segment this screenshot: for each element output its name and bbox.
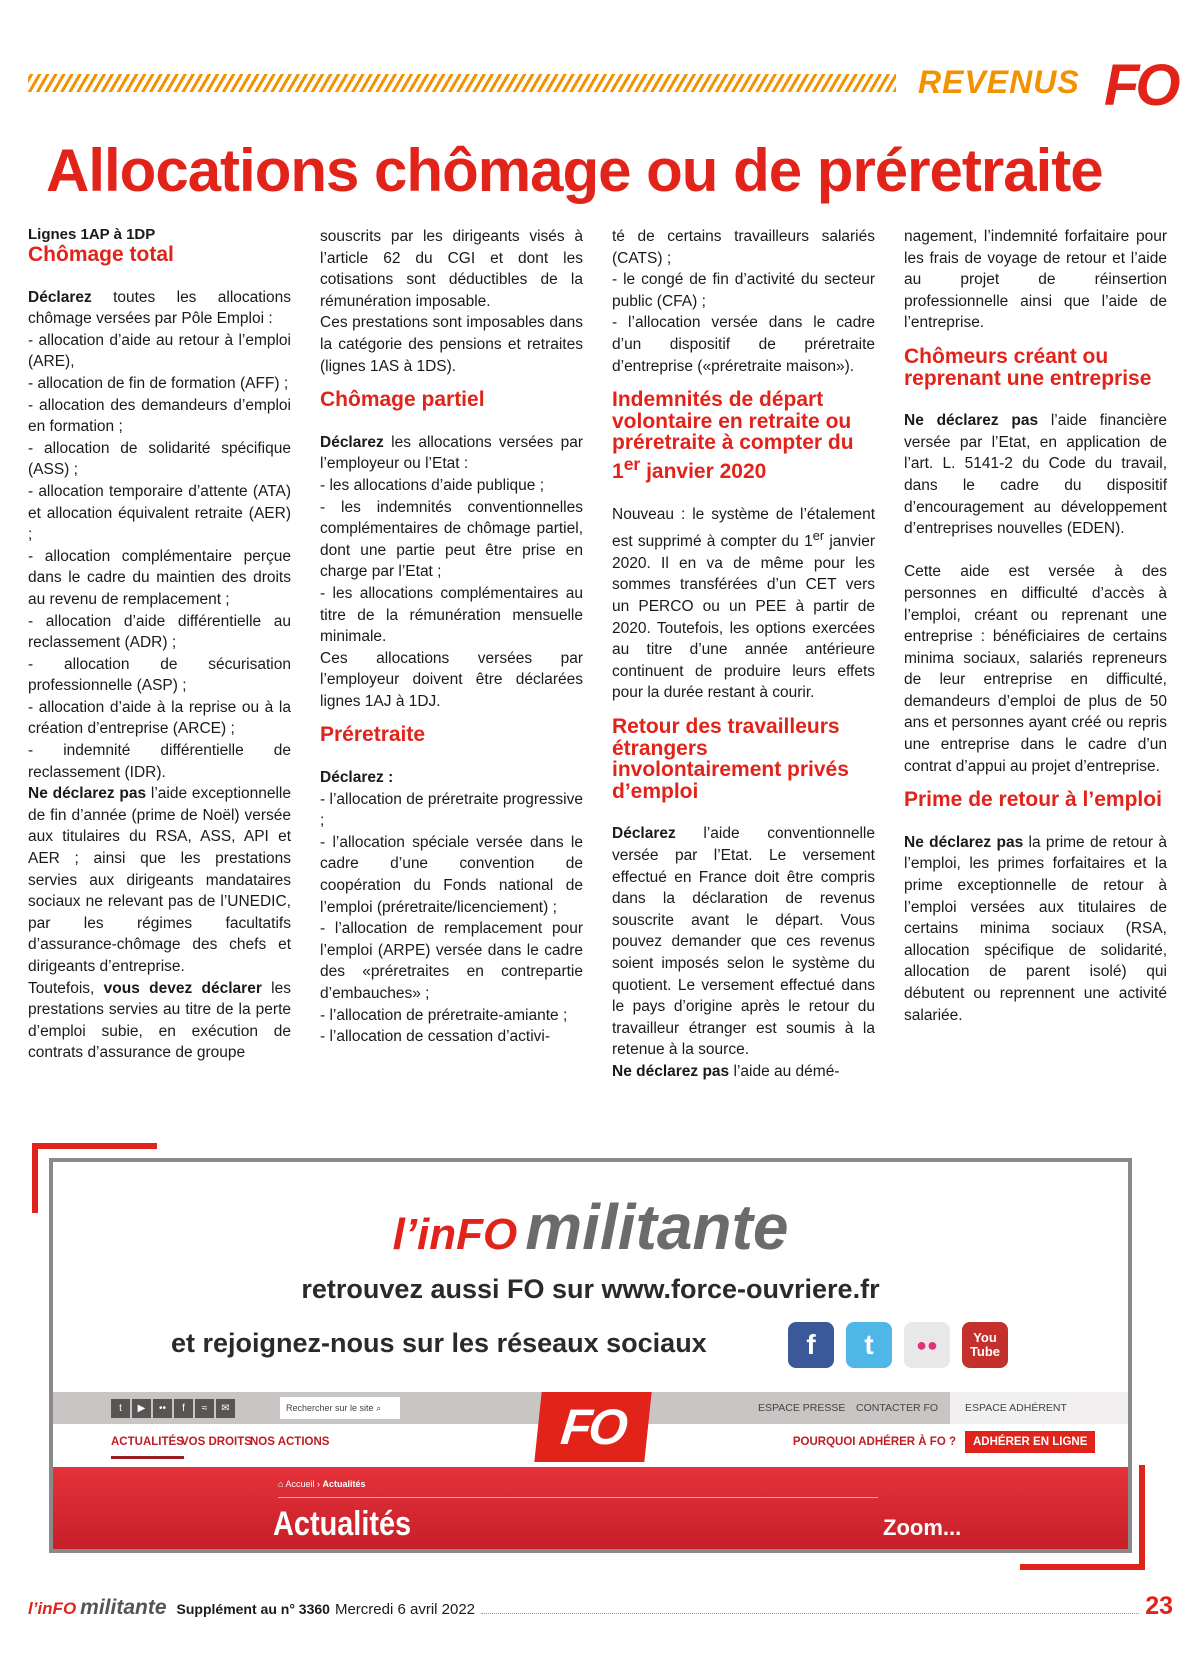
emphasis-text: Déclarez [320, 433, 384, 451]
emphasis-text: Ne déclarez pas [904, 412, 1039, 430]
text-run: l’aide conventionnelle versée par l’Etat. Le versement effectué en France doit être compris dans la déclaration de revenus souscrite avant le départ. Vous pouvez demander que ces revenus soient imposés selon le système du quotient. Le versement effectué dans le pays d’origine après le retour du travailleur étranger est soumis à la retenue à la source. [612, 825, 875, 1059]
text-run: er [623, 453, 641, 474]
text-run: - les allocations d’aide publique ; [320, 476, 545, 494]
facebook-icon[interactable]: f [788, 1322, 834, 1368]
text-run: - allocation temporaire d’attente (ATA) et allocation équivalent retraite (AER) ; [28, 482, 291, 544]
paragraph [28, 438, 291, 481]
paragraph [28, 546, 291, 611]
paragraph [28, 481, 291, 546]
info-militante-logo [53, 1190, 1128, 1264]
text-run: les allocations versées par l’employeur ou l’Etat : [320, 433, 583, 473]
paragraph [320, 497, 583, 583]
website-screenshot [53, 1392, 1128, 1549]
search-icon: ⌕ [376, 1403, 382, 1413]
emphasis-text: vous devez déclarer [103, 979, 262, 997]
footer-supplement: Supplément au n° 3360 [176, 1601, 330, 1617]
paragraph [612, 504, 875, 705]
rss-icon[interactable]: ≈ [195, 1399, 214, 1418]
logo-name: militante [525, 1191, 789, 1263]
paragraph [28, 978, 291, 1064]
text-run: - allocation de sécurisation professionnelle (ASP) ; [28, 655, 291, 695]
section-label: REVENUS [918, 64, 1080, 100]
text-run: - l’allocation de cessation d’activi- [320, 1028, 551, 1046]
text-run: Ces allocations versées par l’employeur doivent être déclarées lignes 1AJ à 1DJ. [320, 649, 583, 710]
section-heading: Retour des travailleurs étrangers involontairement privés d’emploi [612, 715, 849, 803]
banner-title: Actualités [273, 1505, 412, 1543]
nav-nos-actions[interactable]: NOS ACTIONS [250, 1436, 330, 1448]
paragraph [320, 1005, 583, 1027]
paragraph [320, 789, 583, 832]
site-banner [53, 1467, 1128, 1549]
footer-logo-prefix: l’inFO [28, 1599, 77, 1618]
link-espace-adherent[interactable]: ESPACE ADHÉRENT [965, 1402, 1067, 1414]
emphasis-text: Ne déclarez pas [904, 833, 1024, 851]
paragraph [904, 561, 1167, 777]
twitter-icon[interactable]: t [846, 1322, 892, 1368]
section-heading: Chômage partiel [320, 388, 485, 412]
text-run: Toutefois, [28, 979, 104, 997]
paragraph [320, 312, 583, 377]
breadcrumb-current: Actualités [322, 1479, 366, 1489]
paragraph [320, 648, 583, 713]
paragraph [28, 330, 291, 373]
paragraph [28, 697, 291, 740]
paragraph [28, 373, 291, 395]
paragraph [320, 1026, 583, 1048]
text-run: - les indemnités conventionnelles complémentaires de chômage partiel, dont une partie peut être prise en charge par l’Etat ; [320, 498, 583, 581]
text-run: - allocation d’aide à la reprise ou à la création d’entreprise (ARCE) ; [28, 698, 291, 738]
nav-actualites[interactable]: ACTUALITÉS [111, 1436, 184, 1459]
text-run: Indemnités de départ volontaire en retraite ou préretraite à compter du 1 [612, 388, 854, 483]
text-run: Nouveau : le système de l’étalement est supprimé à compter du 1 [612, 505, 875, 551]
paragraph [320, 226, 583, 312]
article-column-4 [904, 226, 1167, 1026]
section-heading: Préretraite [320, 723, 426, 747]
text-run: - allocation complémentaire perçue dans le cadre du maintien des droits au revenu de remplacement ; [28, 547, 291, 608]
paragraph [28, 783, 291, 977]
paragraph [904, 832, 1167, 1026]
emphasis-text: Ne déclarez pas [612, 1062, 730, 1080]
paragraph [320, 583, 583, 648]
section-heading: Prime de retour à l’emploi [904, 788, 1162, 812]
breadcrumb-home[interactable]: Accueil [285, 1479, 315, 1489]
footer-rule [481, 1613, 1139, 1614]
article-column-2 [320, 226, 583, 1048]
social-line: et rejoignez-nous sur les réseaux sociaux [171, 1328, 707, 1358]
text-run: - l’allocation versée dans le cadre d’un dispositif de préretraite d’entreprise («préretraite maison»). [612, 314, 875, 375]
article-column-1 [28, 226, 291, 1064]
home-icon: ⌂ [278, 1479, 286, 1489]
paragraph [612, 312, 875, 377]
text-run: l’aide exceptionnelle de fin d’année (prime de Noël) versée aux titulaires du RSA, ASS, API et AER ; ainsi que les prestations servies aux dirigeants mandataires sociaux ne relevant pas de l’UNEDIC, par les régimes facultatifs d’assurance-chômage des chefs et dirigeants d’entreprise. [28, 785, 291, 975]
text-run: er [812, 528, 825, 544]
text-run: l’aide au démé- [729, 1062, 840, 1080]
text-run: - le congé de fin d’activité du secteur public (CFA) ; [612, 271, 875, 310]
join-online-button[interactable]: ADHÉRER EN LIGNE [965, 1431, 1095, 1453]
text-run: Cette aide est versée à des personnes en difficulté d’accès à l’emploi, créant ou reprenant une entreprise : bénéficiaires de certains minima sociaux, salariés repreneurs de leur entreprise en difficulté, demandeurs d’emploi de plus de 50 ans et personnes ayant créé ou repris une entreprise dans le cadre d’un contrat d’appui au projet d’entreprise. [904, 563, 1167, 775]
youtube-icon[interactable]: You Tube [962, 1322, 1008, 1368]
paragraph [28, 611, 291, 654]
facebook-icon[interactable]: f [174, 1399, 193, 1418]
link-contacter-fo[interactable]: CONTACTER FO [856, 1402, 939, 1414]
breadcrumb: ⌂ Accueil › Actualités [278, 1479, 366, 1489]
logo-prefix: l’inFO [392, 1210, 518, 1259]
paragraph [612, 269, 875, 312]
page-number: 23 [1145, 1592, 1173, 1620]
paragraph [28, 654, 291, 697]
text-run: l’aide financière versée par l’Etat, en application de l’art. L. 5141-2 du Code du travail, dans le cadre du dispositif d’encouragement au développement d’entreprises nouvelles (EDEN). [904, 412, 1167, 538]
zoom-link[interactable]: Zoom... [883, 1515, 962, 1540]
page-title: Allocations chômage ou de préretraite [46, 137, 1103, 204]
paragraph [28, 395, 291, 438]
flickr-icon[interactable]: •• [153, 1399, 172, 1418]
section-heading: Chômeurs créant ou reprenant une entreprise [904, 344, 1152, 390]
text-run: - allocation des demandeurs d’emploi en formation ; [28, 396, 291, 436]
site-fo-logo[interactable]: FO [534, 1392, 651, 1462]
section-heading: Chômage total [28, 243, 174, 266]
emphasis-text: Déclarez [612, 825, 676, 843]
text-run: nagement, l’indemnité forfaitaire pour les frais de voyage de retour et l’aide au projet de réinsertion professionnelle ainsi que l’aide de l’entreprise. [904, 228, 1167, 332]
text-run: - allocation de fin de formation (AFF) ; [28, 374, 289, 392]
emphasis-text: Déclarez [28, 288, 92, 306]
footer-date: Mercredi 6 avril 2022 [334, 1601, 476, 1618]
text-run: - l’allocation spéciale versée dans le cadre d’une convention de coopération du Fonds national de l’emploi (préretraite/licenciement) ; [320, 833, 583, 916]
nav-vos-droits[interactable]: VOS DROITS [181, 1436, 252, 1448]
text-run: - allocation de solidarité spécifique (ASS) ; [28, 439, 291, 479]
text-run: Ces prestations sont imposables dans la catégorie des pensions et retraites (lignes 1AS à 1DS). [320, 314, 583, 375]
twitter-icon[interactable]: t [111, 1399, 130, 1418]
text-run: souscrits par les dirigeants visés à l’article 62 du CGI et dont les cotisations sont déductibles de la rémunération imposable. [320, 228, 583, 310]
flickr-icon[interactable]: ●● [904, 1322, 950, 1368]
text-run: té de certains travailleurs salariés (CATS) ; [612, 228, 875, 267]
website-line: retrouvez aussi FO sur www.force-ouvriere.fr [301, 1274, 880, 1304]
section-heading [612, 389, 875, 482]
text-run: - allocation d’aide au retour à l’emploi (ARE), [28, 331, 291, 371]
text-run: toutes les allocations chômage versées par Pôle Emploi : [28, 288, 291, 328]
paragraph [612, 226, 875, 269]
text-run: janvier 2020. Il en va de même pour les sommes transférées d’un CET vers un PERCO ou un PEE à partir de 2020. Toutefois, les options exercées au titre d’une année antérieure continuent de produire leurs effets pour la durée restant à courir. [612, 533, 875, 702]
mail-icon[interactable]: ✉ [216, 1399, 235, 1418]
text-run: janvier 2020 [640, 459, 767, 483]
text-run: - indemnité différentielle de reclassement (IDR). [28, 742, 291, 781]
paragraph [320, 918, 583, 1004]
paragraph [612, 823, 875, 1061]
emphasis-text: Déclarez : [320, 769, 394, 787]
site-search-input[interactable] [280, 1397, 400, 1419]
text-run: la prime de retour à l’emploi, les primes forfaitaires et la prime exceptionnelle de retour à l’emploi versées aux titulaires de certains minima sociaux (RSA, allocation spécifique de solidarité, allocation de parent isolé) qui débutent ou reprennent une activité salariée. [904, 833, 1167, 1024]
promo-box [49, 1158, 1132, 1553]
footer-logo-name: militante [80, 1596, 167, 1619]
paragraph [904, 226, 1167, 334]
search-placeholder: Rechercher sur le site [286, 1403, 374, 1413]
divider [278, 1497, 878, 1498]
link-espace-presse[interactable]: ESPACE PRESSE [758, 1402, 846, 1414]
paragraph [320, 832, 583, 918]
text-run: - l’allocation de remplacement pour l’emploi (ARPE) versée dans le cadre des «préretraites en contrepartie d’embauches» ; [320, 920, 583, 1002]
paragraph [28, 287, 291, 330]
text-run: - l’allocation de préretraite-amiante ; [320, 1006, 568, 1024]
text-run: - les allocations complémentaires au titre de la rémunération mensuelle minimale. [320, 584, 583, 646]
text-run: - allocation d’aide différentielle au reclassement (ADR) ; [28, 612, 291, 652]
emphasis-text: Ne déclarez pas [28, 785, 147, 803]
line-reference: Lignes 1AP à 1DP [28, 226, 156, 243]
paragraph [612, 1061, 875, 1083]
why-join-link[interactable]: POURQUOI ADHÉRER À FO ? [792, 1436, 956, 1448]
header-stripe [28, 74, 896, 92]
page-footer [28, 1592, 1173, 1622]
paragraph [904, 410, 1167, 540]
paragraph [320, 432, 583, 475]
paragraph [28, 740, 291, 783]
youtube-icon[interactable]: ▶ [132, 1399, 151, 1418]
paragraph [320, 767, 583, 789]
text-run: - l’allocation de préretraite progressive ; [320, 790, 583, 830]
fo-logo: FO [1104, 53, 1177, 118]
text-run: les prestations servies au titre de la perte d’emploi subie, en exécution de contrats d’assurance de groupe [28, 979, 291, 1062]
article-column-3 [612, 226, 875, 1083]
paragraph [320, 475, 583, 497]
